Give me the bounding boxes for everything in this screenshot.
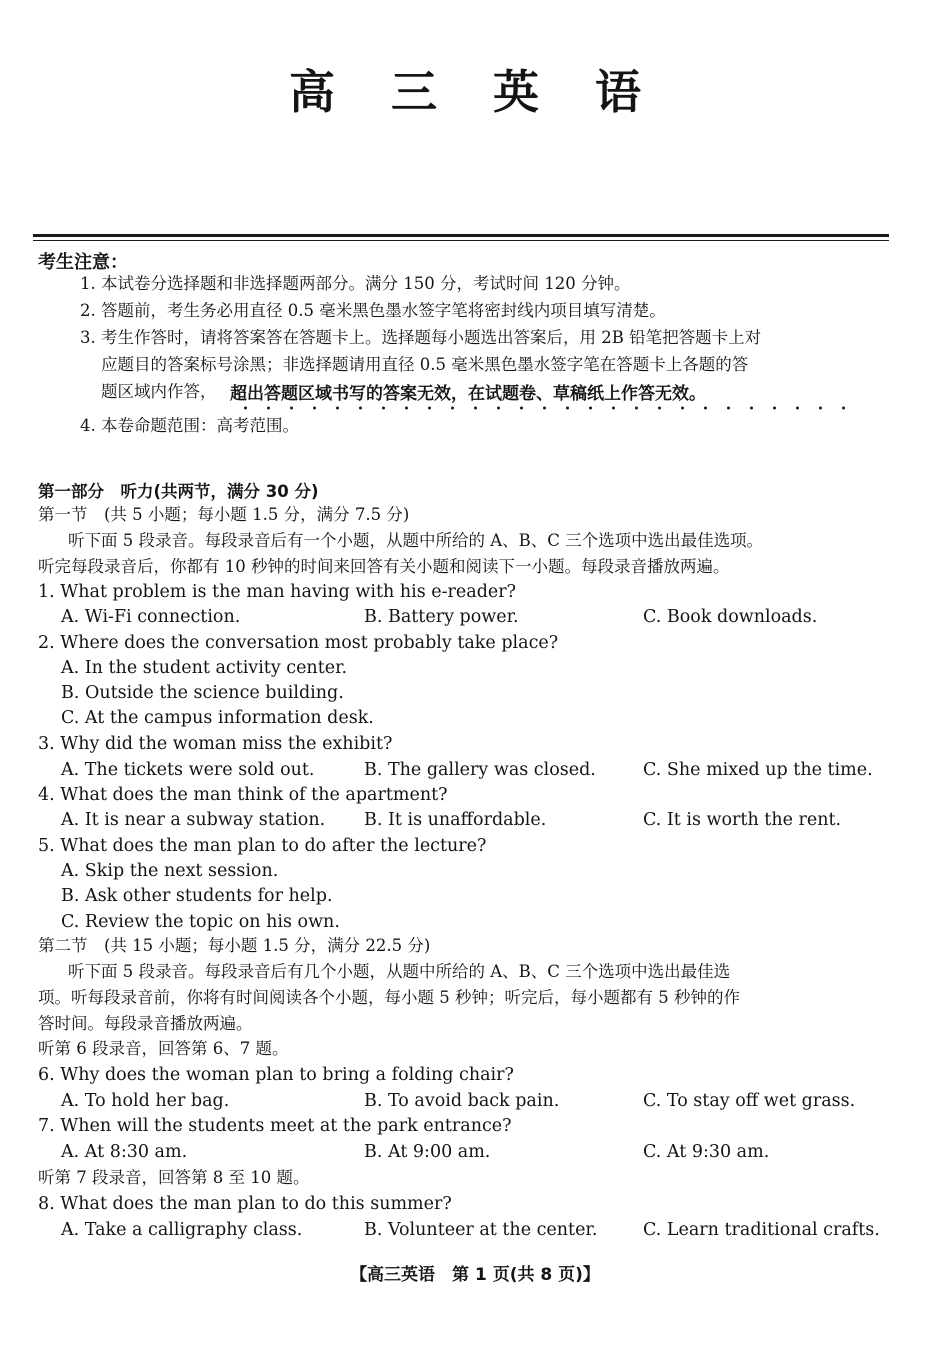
segment-7-heading: 听第 7 段录音，回答第 8 至 10 题。 (38, 1168, 310, 1187)
question-8-option-c: C. Learn traditional crafts. (643, 1220, 880, 1240)
header-rule-thin (33, 240, 889, 241)
question-6-option-c: C. To stay off wet grass. (643, 1091, 856, 1111)
emphasis-dots (234, 406, 852, 410)
section2-instructions-line3: 答时间。每段录音播放两遍。 (38, 1014, 253, 1033)
question-6-stem: 6. Why does the woman plan to bring a folding chair? (38, 1065, 514, 1085)
question-2-option-a: A. In the student activity center. (61, 658, 348, 678)
question-2-option-c: C. At the campus information desk. (61, 708, 374, 728)
question-1-option-b: B. Battery power. (364, 607, 519, 627)
segment-6-heading: 听第 6 段录音，回答第 6、7 题。 (38, 1039, 289, 1058)
question-4-option-c: C. It is worth the rent. (643, 810, 842, 830)
section2-instructions-line2: 项。听每段录音前，你将有时间阅读各个小题，每小题 5 秒钟；听完后，每小题都有 5 秒钟的作 (38, 988, 740, 1007)
question-8-option-a: A. Take a calligraphy class. (61, 1220, 303, 1240)
notice-item-1: 1. 本试卷分选择题和非选择题两部分。满分 150 分，考试时间 120 分钟。 (80, 274, 631, 293)
question-7-stem: 7. When will the students meet at the park entrance? (38, 1116, 512, 1136)
section2-heading: 第二节 (共 15 小题；每小题 1.5 分，满分 22.5 分) (38, 936, 431, 955)
section1-instructions-line1: 听下面 5 段录音。每段录音后有一个小题，从题中所给的 A、B、C 三个选项中选出最佳选项。 (68, 531, 764, 550)
question-4-option-b: B. It is unaffordable. (364, 810, 547, 830)
page-footer: 【高三英语 第 1 页(共 8 页)】 (350, 1265, 600, 1285)
section1-instructions-line2: 听完每段录音后，你都有 10 秒钟的时间来回答有关小题和阅读下一小题。每段录音播放两遍。 (38, 557, 730, 576)
notice-item-2: 2. 答题前，考生务必用直径 0.5 毫米黑色墨水签字笔将密封线内项目填写清楚。 (80, 301, 666, 320)
question-5-option-c: C. Review the topic on his own. (61, 912, 340, 932)
question-1-option-a: A. Wi-Fi connection. (61, 607, 241, 627)
question-3-option-b: B. The gallery was closed. (364, 760, 596, 780)
question-7-option-b: B. At 9:00 am. (364, 1142, 491, 1162)
notice-heading: 考生注意： (38, 252, 128, 273)
notice-emphasis: 超出答题区域书写的答案无效，在试题卷、草稿纸上作答无效。 (230, 384, 706, 404)
question-1-option-c: C. Book downloads. (643, 607, 818, 627)
question-4-stem: 4. What does the man think of the apartment? (38, 785, 448, 805)
notice-item-3: 3. 考生作答时，请将答案答在答题卡上。选择题每小题选出答案后，用 2B 铅笔把答题卡上对 (80, 328, 762, 347)
question-6-option-b: B. To avoid back pain. (364, 1091, 560, 1111)
question-8-stem: 8. What does the man plan to do this summer? (38, 1194, 452, 1214)
question-3-option-c: C. She mixed up the time. (643, 760, 873, 780)
question-3-stem: 3. Why did the woman miss the exhibit? (38, 734, 393, 754)
section1-heading: 第一节 (共 5 小题；每小题 1.5 分，满分 7.5 分) (38, 505, 410, 524)
header-rule-thick (33, 234, 889, 237)
part1-heading: 第一部分 听力(共两节，满分 30 分) (38, 482, 319, 501)
question-8-option-b: B. Volunteer at the center. (364, 1220, 598, 1240)
notice-item-4: 4. 本卷命题范围：高考范围。 (80, 416, 299, 435)
notice-item-3-cont: 应题目的答案标号涂黑；非选择题请用直径 0.5 毫米黑色墨水签字笔在答题卡上各题的答 (101, 355, 749, 374)
question-6-option-a: A. To hold her bag. (61, 1091, 230, 1111)
question-5-option-a: A. Skip the next session. (61, 861, 279, 881)
question-2-stem: 2. Where does the conversation most probably take place? (38, 633, 559, 653)
question-2-option-b: B. Outside the science building. (61, 683, 344, 703)
question-7-option-a: A. At 8:30 am. (61, 1142, 188, 1162)
question-3-option-a: A. The tickets were sold out. (61, 760, 315, 780)
section2-instructions-line1: 听下面 5 段录音。每段录音后有几个小题，从题中所给的 A、B、C 三个选项中选出最佳选 (68, 962, 731, 981)
question-5-stem: 5. What does the man plan to do after the lecture? (38, 836, 487, 856)
question-4-option-a: A. It is near a subway station. (61, 810, 326, 830)
question-5-option-b: B. Ask other students for help. (61, 886, 333, 906)
page-title: 高 三 英 语 (288, 65, 662, 119)
notice-item-3-cont2: 题区域内作答， (101, 382, 217, 401)
question-7-option-c: C. At 9:30 am. (643, 1142, 770, 1162)
question-1-stem: 1. What problem is the man having with his e-reader? (38, 582, 516, 602)
